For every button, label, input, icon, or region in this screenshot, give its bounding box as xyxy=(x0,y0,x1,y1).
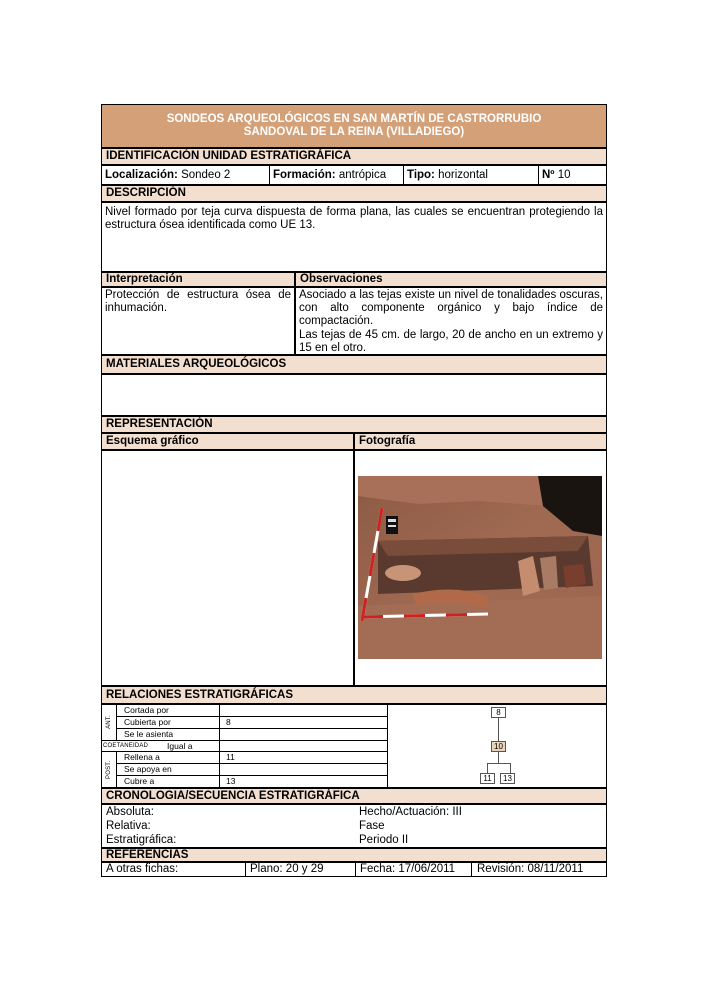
numero-label: Nº xyxy=(542,169,555,181)
rel-label-apoya: Se apoya en xyxy=(124,764,172,774)
referencias-revision: Revisión: 08/11/2011 xyxy=(477,863,584,875)
rel-label-asienta: Se le asienta xyxy=(124,729,174,739)
interpretacion-title: Interpretación xyxy=(101,272,295,287)
header-title-line2: SANDOVAL DE LA REINA (VILLADIEGO) xyxy=(243,126,465,138)
identificacion-title: IDENTIFICACIÓN UNIDAD ESTRATIGRÁFICA xyxy=(101,148,607,165)
sheet-header xyxy=(101,104,607,148)
harris-box-center: 10 xyxy=(491,741,506,752)
formacion-label: Formación: xyxy=(273,169,336,181)
harris-box-bottom-left: 11 xyxy=(480,773,495,784)
numero-value: 10 xyxy=(557,169,571,181)
harris-box-bottom-right: 13 xyxy=(500,773,515,784)
observaciones-text-2: Las tejas de 45 cm. de largo, 20 de ancho en un extremo y 15 en el otro. xyxy=(299,329,603,354)
representacion-title: REPRESENTACIÓN xyxy=(101,416,607,433)
tipo-label: Tipo: xyxy=(407,169,435,181)
cronologia-hecho: Hecho/Actuación: III xyxy=(359,806,462,818)
rel-label-cubre: Cubre a xyxy=(124,776,155,786)
rel-value-cubierta: 8 xyxy=(226,717,231,727)
rel-label-rellena: Rellena a xyxy=(124,752,160,762)
rel-value-cubre: 13 xyxy=(226,776,236,786)
ant-label: ANT. xyxy=(106,715,112,729)
referencias-fecha: Fecha: 17/06/2011 xyxy=(360,863,456,875)
cronologia-periodo: Periodo II xyxy=(359,834,409,846)
descripcion-title: DESCRIPCIÓN xyxy=(101,185,607,202)
esquema-grafico-area xyxy=(101,450,354,686)
cronologia-title: CRONOLOGIA/SECUENCIA ESTRATIGRÁFICA xyxy=(101,788,607,804)
rel-label-cortada: Cortada por xyxy=(124,705,169,715)
cronologia-box xyxy=(101,804,607,848)
rel-value-rellena: 11 xyxy=(226,752,235,762)
harris-box-top: 8 xyxy=(491,707,506,718)
materiales-box xyxy=(101,374,607,416)
localizacion-label: Localización: xyxy=(105,169,178,181)
referencias-otras-fichas: A otras fichas: xyxy=(106,863,179,875)
excavation-photo xyxy=(358,476,602,659)
header-title-line1: SONDEOS ARQUEOLÓGICOS EN SAN MARTÍN DE CASTRORRUBIO xyxy=(166,113,542,125)
referencias-plano: Plano: 20 y 29 xyxy=(250,863,324,875)
relaciones-title: RELACIONES ESTRATIGRÁFICAS xyxy=(101,686,607,704)
cronologia-estratigrafica: Estratigráfica: xyxy=(106,834,177,846)
localizacion-value: Sondeo 2 xyxy=(181,169,231,181)
cronologia-relativa: Relativa: xyxy=(106,820,151,832)
fotografia-label: Fotografía xyxy=(354,433,607,450)
cronologia-fase: Fase xyxy=(359,820,385,832)
coetaneidad-label: COETANEIDAD xyxy=(103,743,149,749)
cronologia-absoluta: Absoluta: xyxy=(106,806,154,818)
tipo-value: horizontal xyxy=(438,169,488,181)
observaciones-title: Observaciones xyxy=(295,272,607,287)
formacion-value: antrópica xyxy=(338,169,387,181)
harris-matrix xyxy=(388,705,606,787)
rel-label-igual: Igual a xyxy=(167,741,193,751)
observaciones-text-1: Asociado a las tejas existe un nivel de tonalidades oscuras, con alto componente orgánico y bajo índice de compactación. xyxy=(299,289,603,327)
referencias-title: REFERENCIAS xyxy=(101,848,607,862)
materiales-title: MATERIALES ARQUEOLÓGICOS xyxy=(101,355,607,374)
descripcion-text: Nivel formado por teja curva dispuesta de forma plana, las cuales se encuentran protegiendo la estructura ósea identificada como UE 13. xyxy=(105,206,603,231)
esquema-label: Esquema gráfico xyxy=(101,433,354,450)
rel-label-cubierta: Cubierta por xyxy=(124,717,171,727)
interpretacion-text: Protección de estructura ósea de inhumación. xyxy=(105,289,291,314)
post-label: POST. xyxy=(106,760,112,779)
